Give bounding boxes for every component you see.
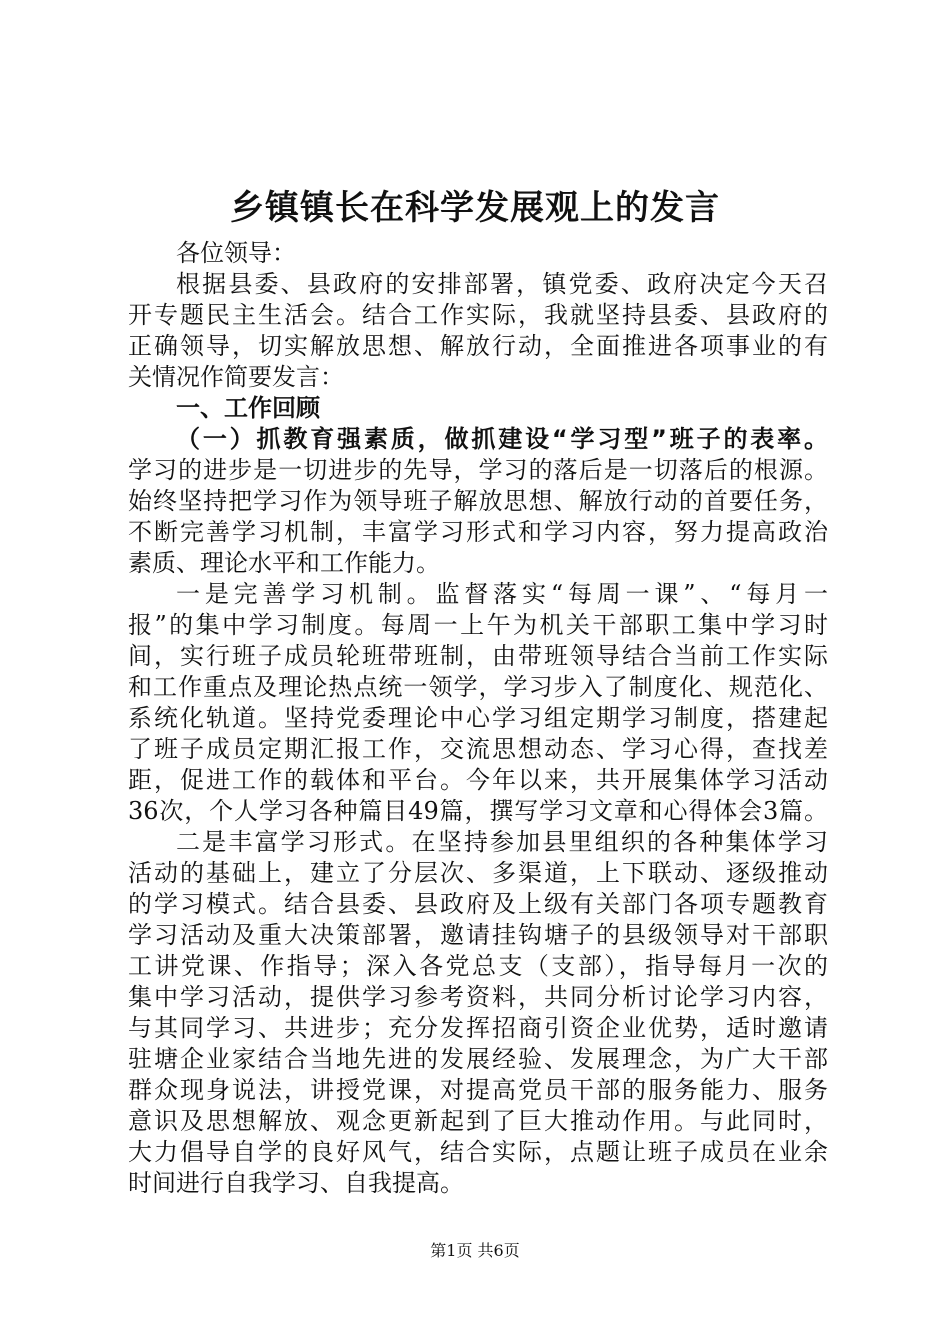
paragraph-line: 各位领导：	[176, 239, 296, 267]
document-title: 乡镇镇长在科学发展观上的发言	[230, 188, 720, 228]
paragraph-line: 一是完善学习机制。监督落实“每周一课”、“每月一	[176, 580, 828, 608]
paragraph-line: 的学习模式。结合县委、县政府及上级有关部门各项专题教育	[128, 890, 828, 918]
paragraph-line: 报”的集中学习制度。每周一上午为机关干部职工集中学习时	[128, 611, 828, 639]
paragraph-line: 集中学习活动，提供学习参考资料，共同分析讨论学习内容，	[128, 983, 828, 1011]
paragraph-line: 开专题民主生活会。结合工作实际，我就坚持县委、县政府的	[128, 301, 828, 329]
paragraph-line: 意识及思想解放、观念更新起到了巨大推动作用。与此同时，	[128, 1107, 828, 1135]
paragraph-line: 距，促进工作的载体和平台。今年以来，共开展集体学习活动	[128, 766, 828, 794]
section-heading-line: 一、工作回顾	[176, 394, 320, 422]
section-heading-line: （一）抓教育强素质，做抓建设“学习型”班子的表率。	[176, 425, 828, 453]
paragraph-line: 根据县委、县政府的安排部署，镇党委、政府决定今天召	[176, 270, 828, 298]
paragraph-line: 群众现身说法，讲授党课，对提高党员干部的服务能力、服务	[128, 1076, 828, 1104]
paragraph-line: 二是丰富学习形式。在坚持参加县里组织的各种集体学习	[176, 828, 828, 856]
paragraph-line: 活动的基础上，建立了分层次、多渠道，上下联动、逐级推动	[128, 859, 828, 887]
page-footer: 第1页 共6页	[430, 1241, 520, 1260]
paragraph-line: 与其同学习、共进步；充分发挥招商引资企业优势，适时邀请	[128, 1014, 828, 1042]
paragraph-line: 关情况作简要发言：	[128, 363, 344, 391]
document-body	[128, 238, 828, 1199]
paragraph-line: 素质、理论水平和工作能力。	[128, 549, 440, 577]
paragraph-line: 和工作重点及理论热点统一领学，学习步入了制度化、规范化、	[128, 673, 828, 701]
paragraph-line: 36次，个人学习各种篇目49篇，撰写学习文章和心得体会3篇。	[128, 797, 828, 825]
paragraph-line: 时间进行自我学习、自我提高。	[128, 1169, 464, 1197]
paragraph-line: 正确领导，切实解放思想、解放行动，全面推进各项事业的有	[128, 332, 828, 360]
paragraph-line: 学习的进步是一切进步的先导，学习的落后是一切落后的根源。	[128, 456, 828, 484]
paragraph-line: 了班子成员定期汇报工作，交流思想动态、学习心得，查找差	[128, 735, 828, 763]
paragraph-line: 不断完善学习机制，丰富学习形式和学习内容，努力提高政治	[128, 518, 828, 546]
paragraph-line: 始终坚持把学习作为领导班子解放思想、解放行动的首要任务，	[128, 487, 828, 515]
paragraph-line: 大力倡导自学的良好风气，结合实际，点题让班子成员在业余	[128, 1138, 828, 1166]
paragraph-line: 间，实行班子成员轮班带班制，由带班领导结合当前工作实际	[128, 642, 828, 670]
paragraph-line: 工讲党课、作指导；深入各党总支（支部），指导每月一次的	[128, 952, 828, 980]
paragraph-line: 系统化轨道。坚持党委理论中心学习组定期学习制度，搭建起	[128, 704, 828, 732]
paragraph-line: 学习活动及重大决策部署，邀请挂钩塘子的县级领导对干部职	[128, 921, 828, 949]
paragraph-line: 驻塘企业家结合当地先进的发展经验、发展理念，为广大干部	[128, 1045, 828, 1073]
